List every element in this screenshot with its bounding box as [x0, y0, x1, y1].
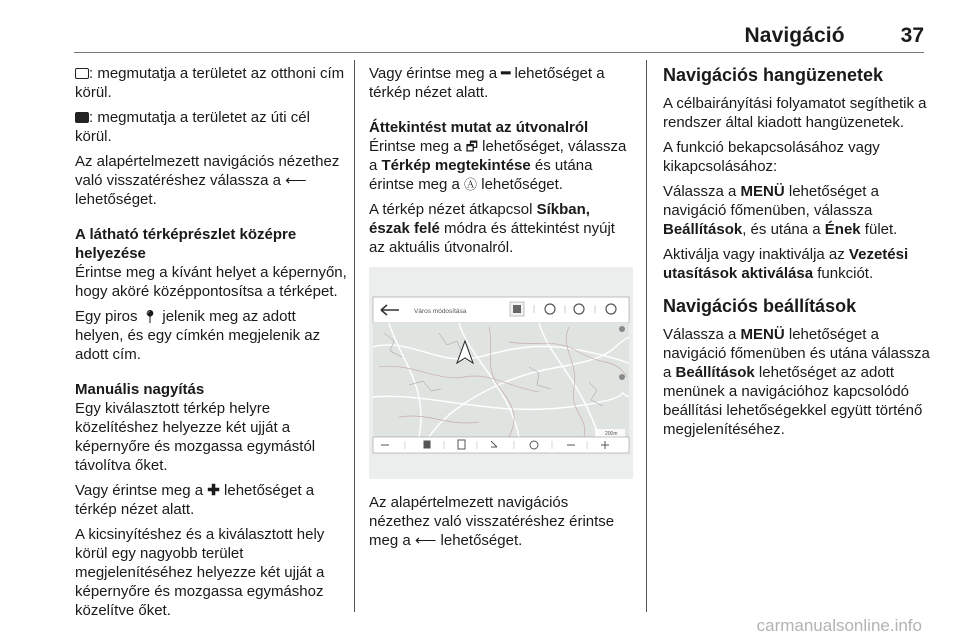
map-layer-icon — [424, 441, 430, 448]
section-title-voice-prompts: Navigációs hangüzenetek — [663, 65, 884, 85]
map-orientation-icon: Ⓐ — [464, 177, 478, 192]
plus-icon: ✚ — [207, 482, 220, 499]
voice-prompts-activate: Aktiválja vagy inaktiválja az Vezetési utasítások aktiválása funkciót. — [663, 246, 909, 282]
default-view-paragraph-2: Az alapértelmezett navigációs nézethez való visszatéréshez érintse meg a ⟵ lehetőséget. — [369, 494, 615, 549]
page-header — [640, 24, 924, 54]
section-heading-center-map: A látható térképrészlet középre helyezése — [75, 226, 297, 262]
destination-area-icon — [75, 112, 89, 123]
pin-paragraph: Egy piros 📍︎ jelenik meg az adott helyen, és egy címkén megjelenik az adott cím. — [75, 308, 321, 363]
column-divider-1 — [354, 60, 355, 612]
center-map-paragraph: Érintse meg a kívánt helyet a képernyőn, hogy aköré középpontosítsa a térképet. — [75, 264, 347, 300]
section-title-nav-settings: Navigációs beállítások — [663, 296, 857, 316]
voice-prompts-menu-steps: Válassza a MENÜ lehetőséget a navigáció főmenüben, válassza Beállítások, és utána a Ének fület. — [663, 183, 898, 238]
zoom-minus-paragraph: Vagy érintse meg a ━ lehetőséget a térkép nézet alatt. — [369, 65, 605, 101]
section-heading-manual-zoom: Manuális nagyítás — [75, 381, 205, 398]
zoom-out-paragraph: A kicsinyítéshez és a kiválasztott hely körül egy nagyobb terület megjelenítéséhez helyezze két ujját a képernyőre és mozgassa egymáshoz közelítve őket. — [75, 526, 325, 619]
back-arrow-icon: ⟵ — [285, 172, 307, 189]
voice-prompts-intro: A célbairányítási folyamatot segíthetik a rendszer által kiadott hangüzenetek. — [663, 95, 927, 131]
map-illustration — [369, 267, 633, 479]
voice-prompts-toggle-intro: A funkció bekapcsolásához vagy kikapcsolásához: — [663, 139, 880, 175]
column-1 — [75, 64, 347, 626]
map-screenshot-figure — [369, 267, 633, 479]
nav-settings-paragraph: Válassza a MENÜ lehetőséget a navigáció főmenüben és utána válassza a Beállítások lehetőséget az adott menünek a navigációhoz kapcsolódó beállítási lehetőségekkel együtt történő megjelenítéséhez. — [663, 326, 930, 438]
map-title: Város módosítása — [414, 308, 467, 315]
minus-icon: ━ — [501, 65, 511, 82]
page-number: 37 — [900, 24, 924, 47]
section-heading-route-overview: Áttekintést mutat az útvonalról — [369, 119, 589, 136]
home-area-icon — [75, 68, 89, 79]
home-area-paragraph: : megmutatja a területet az otthoni cím körül. — [75, 65, 345, 101]
watermark: carmanualsonline.info — [756, 616, 922, 635]
column-3 — [663, 64, 931, 445]
header-rule — [74, 52, 924, 53]
destination-area-paragraph: : megmutatja a területet az úti cél körül. — [75, 109, 310, 145]
column-2 — [369, 64, 633, 556]
zoom-plus-paragraph: Vagy érintse meg a ✚ lehetőséget a térkép nézet alatt. — [75, 482, 315, 518]
map-scale-label: 200m — [605, 431, 618, 437]
zoom-in-paragraph: Egy kiválasztott térkép helyre közelítéshez helyezze két ujját a képernyőre és mozgassa egymástól távolítva őket. — [75, 400, 316, 474]
page-title: Navigáció — [744, 24, 845, 47]
column-divider-2 — [646, 60, 647, 612]
default-view-paragraph: Az alapértelmezett navigációs nézethez való visszatéréshez válassza a ⟵ lehetőséget. — [75, 153, 340, 208]
route-overview-result: A térkép nézet átkapcsol Síkban, észak felé módra és áttekintést nyújt az aktuális útvonalról. — [369, 201, 615, 256]
back-arrow-icon: ⟵ — [414, 532, 437, 549]
map-options-icon: 🗗︎ — [465, 139, 478, 154]
map-pin-icon: 📍︎ — [141, 309, 159, 324]
route-overview-steps: Érintse meg a 🗗︎ lehetőséget, válassza a Térkép megtekintése és utána érintse meg a Ⓐ lehetőséget. — [369, 138, 627, 193]
